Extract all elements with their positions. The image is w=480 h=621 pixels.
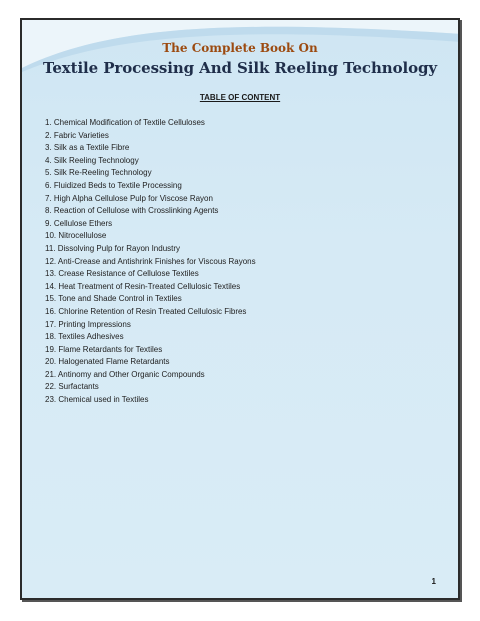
title-block [22,40,458,78]
toc-item: 20. Halogenated Flame Retardants [45,357,170,367]
toc-item: 9. Cellulose Ethers [45,218,113,228]
toc-list [45,117,256,407]
toc-item: 1. Chemical Modification of Textile Celluloses [45,118,205,127]
document-page [20,18,460,600]
toc-item: 8. Reaction of Cellulose with Crosslinking Agents [45,206,219,216]
toc-item: 11. Dissolving Pulp for Rayon Industry [45,243,181,253]
book-title: Textile Processing And Silk Reeling Technology [43,59,437,77]
toc-item: 17. Printing Impressions [45,319,131,329]
toc-item: 3. Silk as a Textile Fibre [45,143,130,153]
toc-item: 12. Anti-Crease and Antishrink Finishes for Viscous Rayons [45,256,256,266]
toc-item: 4. Silk Reeling Technology [45,155,139,165]
toc-item: 5. Silk Re-Reeling Technology [45,168,152,178]
toc-item: 23. Chemical used in Textiles [45,395,149,405]
toc-item: 19. Flame Retardants for Textiles [45,344,163,354]
toc-item: 21. Antinomy and Other Organic Compounds [45,369,205,379]
toc-item: 14. Heat Treatment of Resin-Treated Cellulosic Textiles [45,281,241,291]
toc-heading: TABLE OF CONTENT [199,93,281,102]
toc-item: 15. Tone and Shade Control in Textiles [45,294,182,304]
toc-item: 16. Chlorine Retention of Resin Treated Cellulosic Fibres [45,306,247,316]
toc-item: 2. Fabric Varieties [45,130,109,140]
toc-item: 13. Crease Resistance of Cellulose Textiles [45,269,199,279]
book-subtitle: The Complete Book On [162,41,318,55]
toc-item: 10. Nitrocellulose [45,231,107,241]
toc-item: 6. Fluidized Beds to Textile Processing [45,180,182,190]
toc-item: 7. High Alpha Cellulose Pulp for Viscose Rayon [45,193,213,203]
toc-item: 22. Surfactants [45,382,99,392]
toc-item: 18. Textiles Adhesives [45,332,124,342]
page-number: 1 [431,577,436,586]
